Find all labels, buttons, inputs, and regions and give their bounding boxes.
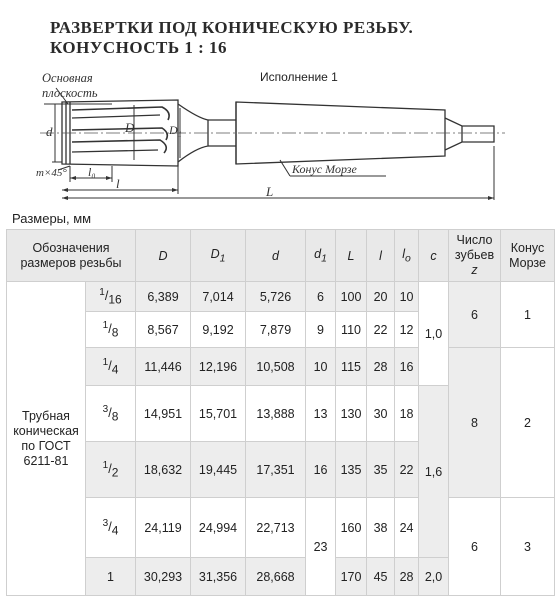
cell-l0: 18	[395, 386, 419, 442]
cell-d1: 13	[306, 386, 336, 442]
cell-D1: 9,192	[191, 312, 246, 348]
cell-D1: 24,994	[191, 498, 246, 558]
cell-d: 5,726	[246, 282, 306, 312]
cell-l0: 16	[395, 348, 419, 386]
cell-c: 2,0	[419, 558, 449, 596]
cell-z-merged: 8	[449, 348, 501, 498]
cell-d: 17,351	[246, 442, 306, 498]
cell-d: 13,888	[246, 386, 306, 442]
cell-l0: 22	[395, 442, 419, 498]
reamer-drawing	[0, 60, 558, 205]
cell-D1: 7,014	[191, 282, 246, 312]
size-cell: $^3/_8$	[86, 386, 136, 442]
cell-morse-merged: 1	[501, 282, 555, 348]
cell-D: 18,632	[136, 442, 191, 498]
cell-d1: 16	[306, 442, 336, 498]
size-cell: $^1/_4$	[86, 348, 136, 386]
cell-d: 7,879	[246, 312, 306, 348]
cell-D: 6,389	[136, 282, 191, 312]
cell-L: 130	[336, 386, 367, 442]
units-label: Размеры, мм	[12, 211, 92, 226]
cell-L: 110	[336, 312, 367, 348]
cell-z-merged: 6	[449, 498, 501, 596]
cell-morse-merged: 3	[501, 498, 555, 596]
base-plane-label-2: плоскость	[42, 86, 98, 100]
header-d1: $d_1$	[306, 230, 336, 282]
header-c: c	[419, 230, 449, 282]
cell-d: 28,668	[246, 558, 306, 596]
size-cell: $^1/_2$	[86, 442, 136, 498]
cell-l0: 12	[395, 312, 419, 348]
header-L: L	[336, 230, 367, 282]
cell-d1: 9	[306, 312, 336, 348]
cell-d1-merged: 23	[306, 498, 336, 596]
header-teeth: Число зубьев z	[449, 230, 501, 282]
cell-d1: 10	[306, 348, 336, 386]
spec-table	[6, 229, 555, 596]
header-D: D	[136, 230, 191, 282]
cell-L: 170	[336, 558, 367, 596]
page-title: РАЗВЕРТКИ ПОД КОНИЧЕСКУЮ РЕЗЬБУ.	[50, 18, 414, 37]
cell-D1: 19,445	[191, 442, 246, 498]
cell-morse-merged: 2	[501, 348, 555, 498]
page-subtitle: КОНУСНОСТЬ 1 : 16	[50, 38, 228, 57]
chamfer-label: m×45°	[36, 167, 67, 179]
cell-z-merged: 6	[449, 282, 501, 348]
cell-l: 35	[367, 442, 395, 498]
cell-l: 22	[367, 312, 395, 348]
dim-D1-label: D₁	[169, 123, 182, 137]
header-l: l	[367, 230, 395, 282]
table-row	[7, 498, 555, 558]
header-morse: Конус Морзе	[501, 230, 555, 282]
cell-L: 115	[336, 348, 367, 386]
size-cell: $^3/_4$	[86, 498, 136, 558]
cell-L: 160	[336, 498, 367, 558]
dim-L-label: L	[266, 184, 274, 199]
cell-D: 11,446	[136, 348, 191, 386]
dim-D-label: D	[125, 120, 135, 135]
dim-l0-label: l₀	[88, 165, 96, 179]
cell-D: 30,293	[136, 558, 191, 596]
thread-type-cell: Трубная коническая по ГОСТ 6211-81	[7, 282, 86, 596]
header-l0: $l_o$	[395, 230, 419, 282]
cell-D: 14,951	[136, 386, 191, 442]
header-D1: $D_1$	[191, 230, 246, 282]
morse-label: Конус Морзе	[292, 162, 357, 176]
cell-l: 38	[367, 498, 395, 558]
dim-d-label: d	[46, 124, 53, 139]
cell-l: 20	[367, 282, 395, 312]
header-designation: Обозначения размеров резьбы	[7, 230, 136, 282]
cell-l: 30	[367, 386, 395, 442]
cell-l0: 24	[395, 498, 419, 558]
cell-D1: 12,196	[191, 348, 246, 386]
cell-c-merged: 1,6	[419, 386, 449, 558]
cell-d1: 6	[306, 282, 336, 312]
size-cell: $^1/_{16}$	[86, 282, 136, 312]
cell-D: 8,567	[136, 312, 191, 348]
table-row	[7, 282, 555, 312]
size-cell: 1	[86, 558, 136, 596]
size-cell: $^1/_8$	[86, 312, 136, 348]
cell-l0: 28	[395, 558, 419, 596]
cell-L: 135	[336, 442, 367, 498]
cell-D1: 15,701	[191, 386, 246, 442]
header-d: d	[246, 230, 306, 282]
table-row	[7, 348, 555, 386]
cell-d: 22,713	[246, 498, 306, 558]
cell-D: 24,119	[136, 498, 191, 558]
cell-d: 10,508	[246, 348, 306, 386]
dim-l-label: l	[116, 176, 120, 191]
execution-label: Исполнение 1	[260, 70, 338, 84]
cell-l0: 10	[395, 282, 419, 312]
header-row	[7, 230, 555, 282]
base-plane-label-1: Основная	[42, 71, 93, 85]
cell-l: 28	[367, 348, 395, 386]
cell-D1: 31,356	[191, 558, 246, 596]
cell-c-merged: 1,0	[419, 282, 449, 386]
cell-L: 100	[336, 282, 367, 312]
cell-l: 45	[367, 558, 395, 596]
